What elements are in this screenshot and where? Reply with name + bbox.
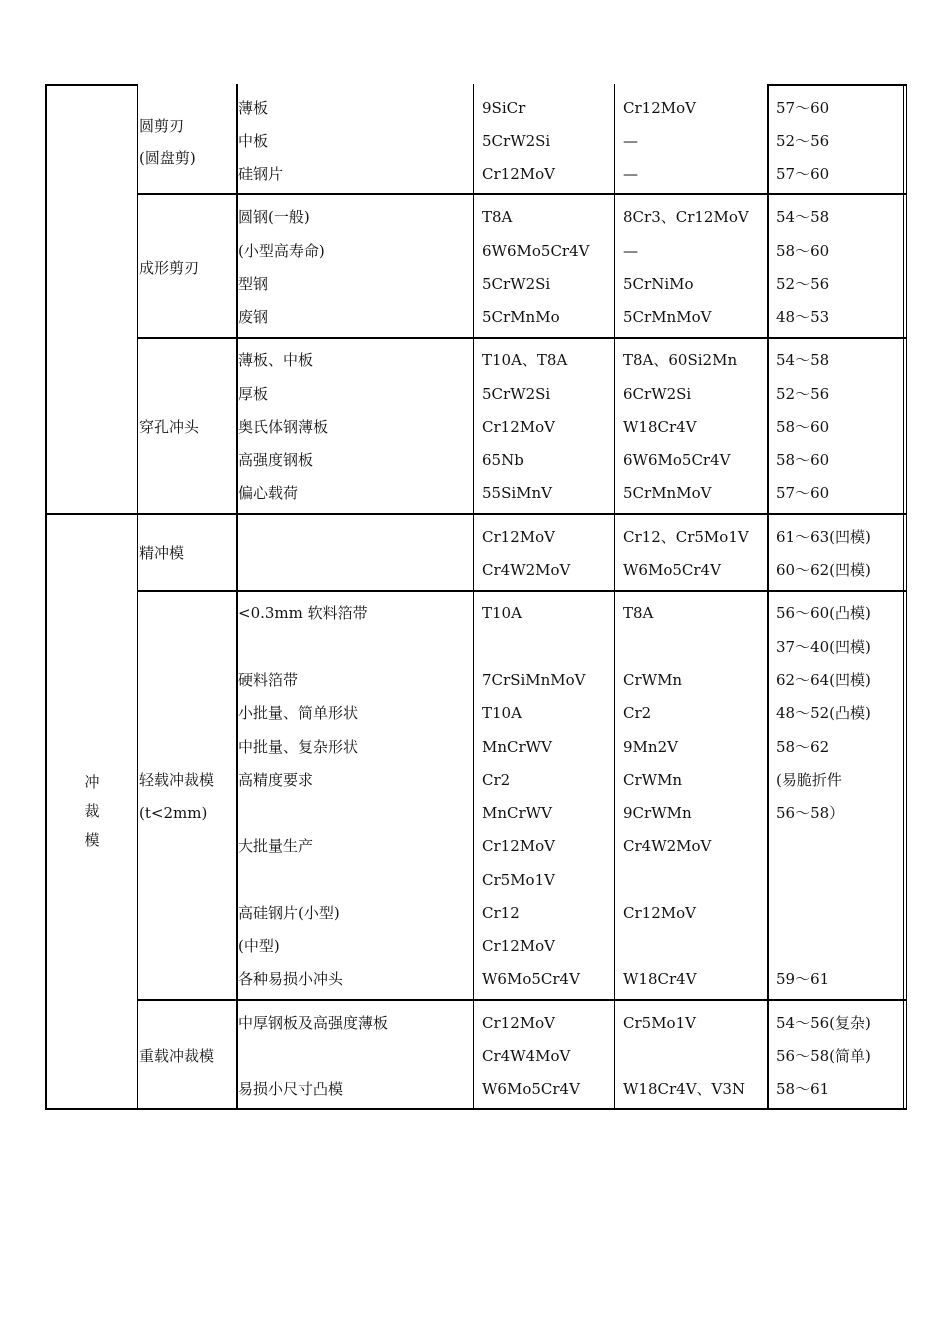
mat1-cell: Cr12MoV (482, 528, 555, 546)
col-line (473, 84, 474, 1110)
mat1-cell: Cr12MoV (482, 418, 555, 436)
hrc-cell: 48～53 (776, 308, 830, 326)
cond-cell: 硅钢片 (238, 165, 284, 183)
mat1-cell: W6Mo5Cr4V (482, 970, 580, 988)
mat2-cell: 6W6Mo5Cr4V (623, 451, 731, 469)
cond-cell: 硬料箔带 (238, 671, 299, 689)
group-label: 圆剪刃 (139, 117, 185, 135)
mat1-cell: 6W6Mo5Cr4V (482, 242, 590, 260)
cond-cell: 薄板、中板 (238, 351, 314, 369)
hrc-cell: 56～60(凸模) (776, 604, 871, 622)
cond-cell: 易损小尺寸凸模 (238, 1080, 344, 1098)
mat2-cell: W18Cr4V、V3N (623, 1080, 746, 1098)
hrc-cell: 56～58） (776, 804, 845, 822)
row-line (137, 590, 907, 592)
mat1-cell: T10A (482, 704, 522, 722)
mat1-cell: Cr5Mo1V (482, 871, 555, 889)
row-line (137, 193, 907, 195)
group-label: 轻载冲裁模 (139, 771, 215, 789)
group-label: 精冲模 (139, 544, 185, 562)
mat1-cell: MnCrWV (482, 738, 552, 756)
group-label: (圆盘剪) (139, 149, 196, 167)
group-label: 重载冲裁模 (139, 1047, 215, 1065)
mat1-cell: 5CrW2Si (482, 275, 551, 293)
col-line (903, 84, 904, 1110)
mat1-cell: Cr4W4MoV (482, 1047, 571, 1065)
cond-cell: 厚板 (238, 385, 269, 403)
hrc-cell: 57～60 (776, 99, 830, 117)
col-line (614, 84, 615, 1110)
cond-cell: 型钢 (238, 275, 269, 293)
cond-cell: (小型高寿命) (238, 242, 325, 260)
mat2-cell: Cr5Mo1V (623, 1014, 696, 1032)
mat1-cell: Cr12 (482, 904, 520, 922)
mat1-cell: Cr12MoV (482, 837, 555, 855)
cond-cell: 圆钢(一般) (238, 208, 310, 226)
row-line (45, 84, 138, 86)
cond-cell: 中批量、复杂形状 (238, 738, 359, 756)
mat2-cell: 5CrMnMoV (623, 308, 712, 326)
cond-cell: 中板 (238, 132, 269, 150)
hrc-cell: 48～52(凸模) (776, 704, 871, 722)
mat2-cell: T8A (623, 604, 654, 622)
mat2-cell: — (623, 132, 638, 150)
mat1-cell: W6Mo5Cr4V (482, 1080, 580, 1098)
cond-cell: 高精度要求 (238, 771, 314, 789)
section-label: 冲 裁 模 (84, 773, 100, 849)
hrc-cell: 59～61 (776, 970, 830, 988)
cond-cell: <0.3mm 软料箔带 (238, 604, 368, 622)
mat2-cell: — (623, 242, 638, 260)
hrc-cell: 61～63(凹模) (776, 528, 871, 546)
mat2-cell: W18Cr4V (623, 418, 697, 436)
mat2-cell: Cr12MoV (623, 99, 696, 117)
mat2-cell: CrWMn (623, 671, 683, 689)
hrc-cell: 37～40(凹模) (776, 638, 871, 656)
cond-cell: 薄板 (238, 99, 269, 117)
cond-cell: 高硅钢片(小型) (238, 904, 340, 922)
group-label: 穿孔冲头 (139, 418, 200, 436)
col-line (45, 84, 47, 1110)
hrc-cell: 54～58 (776, 208, 830, 226)
hrc-cell: 58～61 (776, 1080, 830, 1098)
hrc-cell: 57～60 (776, 484, 830, 502)
mat1-cell: Cr2 (482, 771, 511, 789)
hrc-cell: 52～56 (776, 275, 830, 293)
mat2-cell: Cr2 (623, 704, 652, 722)
mat1-cell: 9SiCr (482, 99, 526, 117)
mat2-cell: — (623, 165, 638, 183)
cond-cell: 小批量、简单形状 (238, 704, 359, 722)
hrc-cell: 57～60 (776, 165, 830, 183)
col-line (236, 84, 238, 1110)
cond-cell: 各种易损小冲头 (238, 970, 344, 988)
mat1-cell: T10A (482, 604, 522, 622)
mat2-cell: Cr12MoV (623, 904, 696, 922)
cond-cell: 中厚钢板及高强度薄板 (238, 1014, 389, 1032)
hrc-cell: 58～62 (776, 738, 830, 756)
col-line (767, 84, 769, 1110)
mat2-cell: Cr12、Cr5Mo1V (623, 528, 749, 546)
mat1-cell: 65Nb (482, 451, 524, 469)
row-line (45, 1108, 907, 1110)
hrc-cell: 58～60 (776, 242, 830, 260)
cond-cell: 大批量生产 (238, 837, 314, 855)
mat1-cell: 7CrSiMnMoV (482, 671, 586, 689)
mat2-cell: 5CrMnMoV (623, 484, 712, 502)
col-line (906, 84, 907, 1110)
row-line (767, 84, 907, 86)
hrc-cell: 58～60 (776, 451, 830, 469)
mat2-cell: Cr4W2MoV (623, 837, 712, 855)
cond-cell: 高强度钢板 (238, 451, 314, 469)
mat2-cell: 9Mn2V (623, 738, 678, 756)
mat1-cell: Cr12MoV (482, 165, 555, 183)
hrc-cell: 52～56 (776, 132, 830, 150)
cond-cell: 奥氏体钢薄板 (238, 418, 329, 436)
mat1-cell: MnCrWV (482, 804, 552, 822)
mat2-cell: T8A、60Si2Mn (623, 351, 738, 369)
group-label: 成形剪刃 (139, 259, 200, 277)
mat1-cell: Cr4W2MoV (482, 561, 571, 579)
mat2-cell: 6CrW2Si (623, 385, 692, 403)
row-line (137, 999, 907, 1001)
mat1-cell: 5CrW2Si (482, 385, 551, 403)
hrc-cell: 52～56 (776, 385, 830, 403)
hrc-cell: (易脆折件 (776, 771, 842, 789)
mat2-cell: 8Cr3、Cr12MoV (623, 208, 749, 226)
mat2-cell: W18Cr4V (623, 970, 697, 988)
mat1-cell: Cr12MoV (482, 1014, 555, 1032)
mat1-cell: 55SiMnV (482, 484, 553, 502)
hrc-cell: 54～56(复杂) (776, 1014, 871, 1032)
hrc-cell: 54～58 (776, 351, 830, 369)
mat1-cell: Cr12MoV (482, 937, 555, 955)
hrc-cell: 56～58(简单) (776, 1047, 871, 1065)
col-line (137, 84, 138, 1110)
mat2-cell: 5CrNiMo (623, 275, 694, 293)
mat2-cell: W6Mo5Cr4V (623, 561, 721, 579)
cond-cell: (中型) (238, 937, 280, 955)
hrc-cell: 60～62(凹模) (776, 561, 871, 579)
mat2-cell: CrWMn (623, 771, 683, 789)
hrc-cell: 62～64(凹模) (776, 671, 871, 689)
mat1-cell: 5CrMnMo (482, 308, 560, 326)
mat1-cell: T8A (482, 208, 513, 226)
hrc-cell: 58～60 (776, 418, 830, 436)
cond-cell: 偏心载荷 (238, 484, 299, 502)
mat1-cell: 5CrW2Si (482, 132, 551, 150)
row-line (45, 513, 907, 515)
group-label: (t<2mm) (139, 804, 208, 822)
cond-cell: 废钢 (238, 308, 269, 326)
mat1-cell: T10A、T8A (482, 351, 568, 369)
mat2-cell: 9CrWMn (623, 804, 692, 822)
row-line (137, 337, 907, 339)
